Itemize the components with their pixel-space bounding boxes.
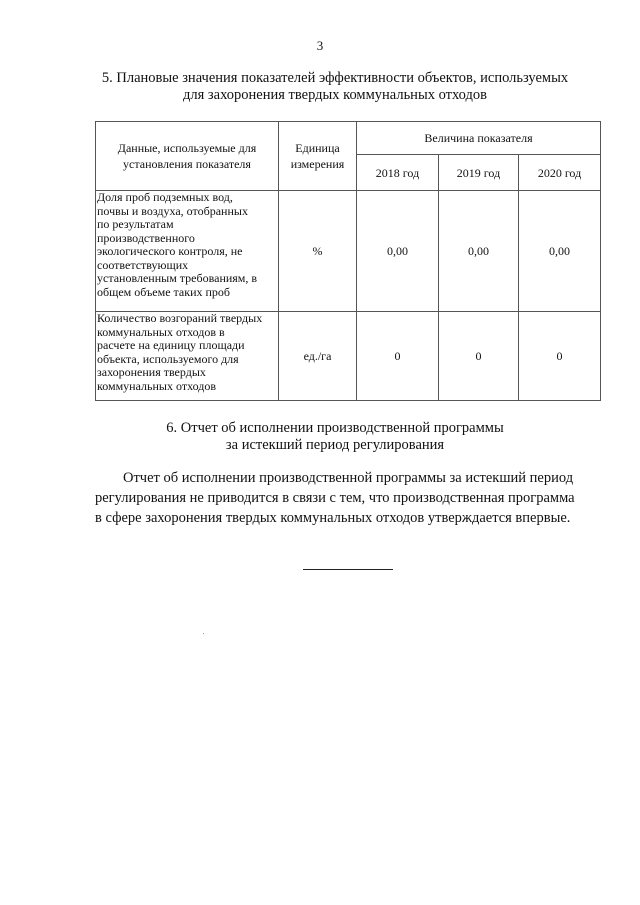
row-label: Доля проб подземных вод, почвы и воздуха, отобранных по результатам производственного экологического контроля, не соответствующих установленным требованиям, в общем объеме таких проб [96, 191, 279, 312]
section-5-title-line: для захоронения твердых коммунальных отходов [183, 87, 487, 103]
header-unit-column: Единица измерения [279, 122, 357, 191]
paragraph-line: Отчет об исполнении производственной программы за истекший период [123, 470, 574, 486]
header-data-column: Данные, используемые для установления показателя [96, 122, 279, 191]
page-number: 3 [316, 38, 324, 53]
table-row [96, 191, 601, 312]
end-separator-line [303, 569, 393, 570]
row-value-2020: 0,00 [519, 191, 601, 312]
section-6-title [60, 420, 610, 454]
section-5-title-line: 5. Плановые значения показателей эффективности объектов, используемых [101, 70, 569, 86]
table-row [96, 312, 601, 401]
scan-speck [203, 633, 204, 634]
section-6-title-line: 6. Отчет об исполнении производственной программы [166, 420, 504, 436]
header-year-2020: 2020 год [519, 155, 601, 191]
row-value-2019: 0,00 [439, 191, 519, 312]
section-6-title-line: за истекший период регулирования [225, 437, 445, 453]
row-value-2019: 0 [439, 312, 519, 401]
row-value-2020: 0 [519, 312, 601, 401]
paragraph-line: в сфере захоронения твердых коммунальных отходов утверждается впервые. [95, 510, 571, 526]
row-unit: ед./га [279, 312, 357, 401]
section-5-title [60, 70, 610, 104]
row-label: Количество возгораний твердых коммунальных отходов в расчете на единицу площади объекта, используемого для захоронения твердых коммунальных отходов [96, 312, 279, 401]
row-unit: % [279, 191, 357, 312]
row-value-2018: 0 [357, 312, 439, 401]
header-value-group: Величина показателя [357, 122, 601, 155]
paragraph-line: регулирования не приводится в связи с тем, что производственная программа [95, 490, 575, 506]
header-year-2018: 2018 год [357, 155, 439, 191]
indicators-table [95, 121, 601, 401]
row-value-2018: 0,00 [357, 191, 439, 312]
report-paragraph [95, 468, 600, 528]
header-year-2019: 2019 год [439, 155, 519, 191]
